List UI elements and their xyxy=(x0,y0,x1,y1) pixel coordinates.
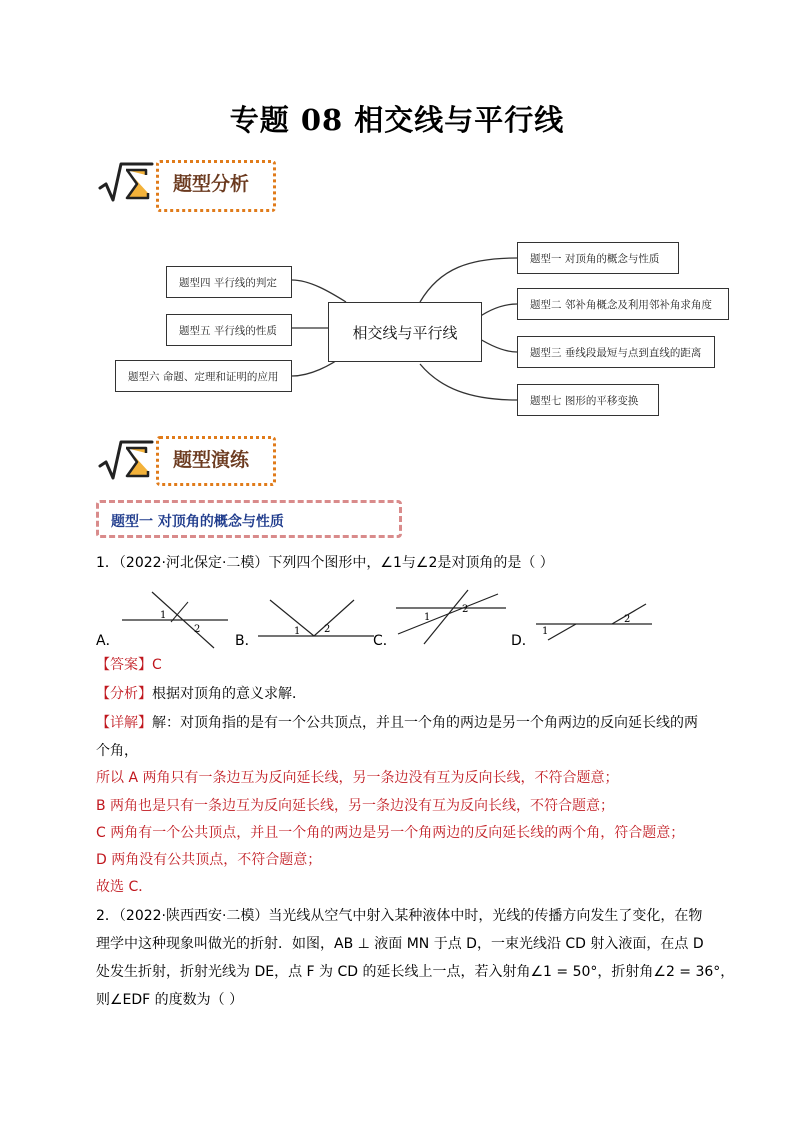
mindmap-center: 相交线与平行线 xyxy=(328,302,482,362)
q2-line3: 处发生折射，折射光线为 DE，点 F 为 CD 的延长线上一点，若入射角∠1 = 50°，折射角∠2 = 36°， xyxy=(96,964,735,980)
option-b-label: B． xyxy=(235,633,259,649)
analysis-tag: 【分析】 xyxy=(96,686,152,702)
mindmap-node-type6: 题型六 命题、定理和证明的应用 xyxy=(115,360,292,392)
section-practice-label: 题型演练 xyxy=(173,449,250,471)
option-d-figure xyxy=(534,600,654,644)
section-practice-box xyxy=(156,436,276,486)
mindmap-node-type3: 题型三 垂线段最短与点到直线的距离 xyxy=(517,336,715,368)
q1-analysis xyxy=(96,684,716,704)
mindmap-node-type2: 题型二 邻补角概念及利用邻补角求角度 xyxy=(517,288,729,320)
q2-line4: 则∠EDF 的度数为（ ） xyxy=(96,992,244,1008)
mindmap-node-type5: 题型五 平行线的性质 xyxy=(166,314,292,346)
q1-stem: 1．（2022·河北保定·二模）下列四个图形中，∠1与∠2是对顶角的是（ ） xyxy=(96,555,554,571)
q1-detail-line6: D 两角没有公共顶点，不符合题意； xyxy=(96,852,322,868)
angle-label-1: 1 xyxy=(294,626,301,637)
angle-label-2: 2 xyxy=(624,614,631,625)
page-title: 专题 08 相交线与平行线 xyxy=(229,103,565,137)
analysis-text: 根据对顶角的意义求解． xyxy=(152,686,306,702)
option-a-figure xyxy=(118,588,234,650)
angle-label-2: 2 xyxy=(194,624,201,635)
angle-label-2: 2 xyxy=(462,604,469,615)
mindmap-node-type1: 题型一 对顶角的概念与性质 xyxy=(517,242,679,274)
q2-line2: 理学中这种现象叫做光的折射．如图，AB ⊥ 液面 MN 于点 D，一束光线沿 CD 射入液面，在点 D xyxy=(96,936,704,952)
q2-line1: 2．（2022·陕西西安·二模）当光线从空气中射入某种液体中时，光线的传播方向发生了变化，在物 xyxy=(96,908,703,924)
option-b-figure xyxy=(256,596,376,642)
option-c-label: C． xyxy=(373,633,397,649)
q1-detail-line5: C 两角有一个公共顶点，并且一个角的两边是另一个角两边的反向延长线的两个角，符合题意； xyxy=(96,825,685,841)
detail-tag: 【详解】 xyxy=(96,715,152,731)
q1-detail-line3: 所以 A 两角只有一条边互为反向延长线，另一条边没有互为反向长线，不符合题意； xyxy=(96,770,619,786)
angle-label-1: 1 xyxy=(160,610,167,621)
detail-text-1: 解：对顶角指的是有一个公共顶点，并且一个角的两边是另一个角两边的反向延长线的两 xyxy=(152,715,698,731)
type-heading: 题型一 对顶角的概念与性质 xyxy=(111,514,284,530)
angle-label-2: 2 xyxy=(324,624,331,635)
q1-detail-line1 xyxy=(96,713,716,733)
type-heading-box xyxy=(96,500,402,538)
section-analysis-box xyxy=(156,160,276,212)
q1-conclusion: 故选 C． xyxy=(96,879,153,895)
option-d-label: D． xyxy=(511,633,536,649)
angle-label-1: 1 xyxy=(424,612,431,623)
answer-tag: 【答案】 xyxy=(96,657,152,673)
answer-value: C xyxy=(152,657,162,673)
q1-detail-line4: B 两角也是只有一条边互为反向延长线，另一条边没有互为反向长线，不符合题意； xyxy=(96,798,615,814)
q1-detail-line2: 个角， xyxy=(96,743,138,759)
option-c-figure xyxy=(394,588,508,648)
sqrt-sigma-icon xyxy=(96,158,154,208)
q1-answer xyxy=(96,655,716,675)
sqrt-sigma-icon xyxy=(96,436,154,486)
option-a-label: A． xyxy=(96,633,120,649)
angle-label-1: 1 xyxy=(542,626,549,637)
mindmap-node-type4: 题型四 平行线的判定 xyxy=(166,266,292,298)
mindmap-node-type7: 题型七 图形的平移变换 xyxy=(517,384,659,416)
section-analysis-label: 题型分析 xyxy=(173,173,250,195)
